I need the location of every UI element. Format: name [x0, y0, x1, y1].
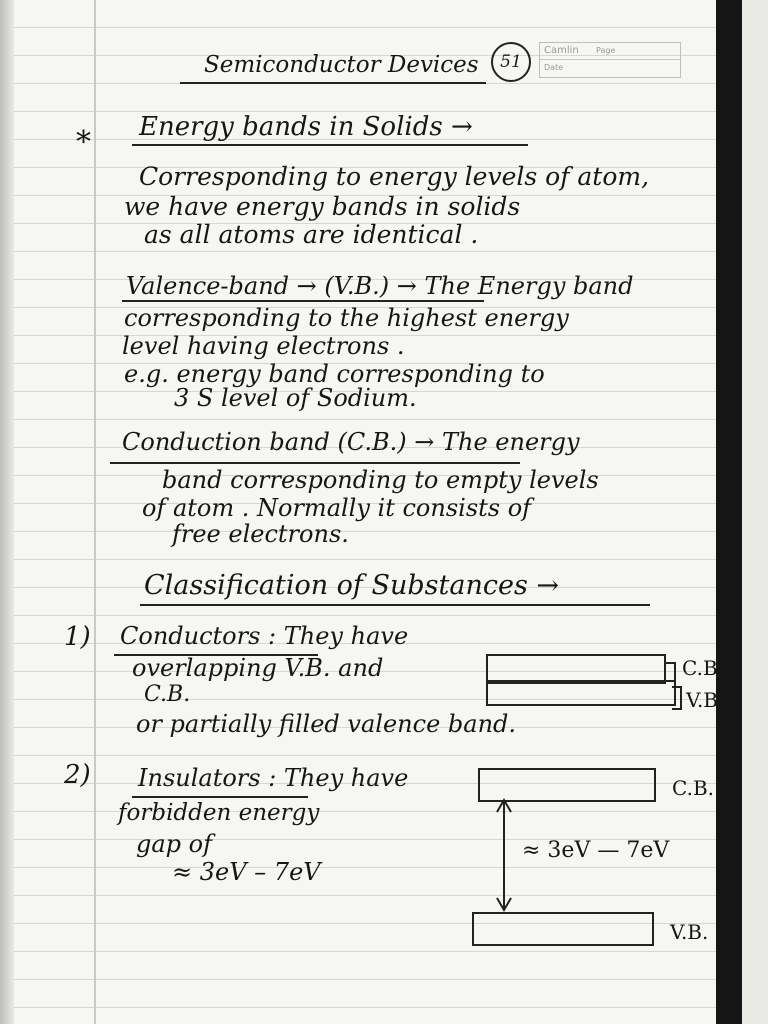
text-line: as all atoms are identical . — [144, 220, 479, 249]
conductor-cb-label: C.B — [682, 656, 718, 680]
text-line: or partially filled valence band. — [136, 710, 517, 738]
text-line: 3 S level of Sodium. — [174, 384, 417, 412]
text-line: band corresponding to empty levels — [162, 466, 599, 494]
text-line: we have energy bands in solids — [124, 192, 521, 221]
insulators-definition: Insulators : They have — [138, 764, 409, 792]
text-line: gap of — [136, 830, 212, 858]
page-title: Semiconductor Devices — [204, 52, 479, 78]
list-number: 1) — [64, 622, 91, 652]
conductor-vb-label: V.B. — [686, 688, 725, 712]
page-number: 51 — [491, 42, 531, 82]
text-line: of atom . Normally it consists of — [142, 494, 532, 522]
page-left-shadow — [0, 0, 14, 1024]
text-line: overlapping V.B. and — [132, 654, 384, 682]
text-line: level having electrons . — [122, 332, 405, 360]
list-number: 2) — [64, 760, 91, 790]
energy-gap-arrow-icon — [14, 0, 742, 1024]
text-line: corresponding to the highest energy — [124, 304, 569, 332]
valence-band-definition: Valence-band → (V.B.) → The Energy band — [126, 272, 634, 300]
stamp-page-label: Page — [596, 46, 616, 55]
section-heading-energy-bands: Energy bands in Solids → — [139, 112, 473, 142]
energy-gap-label: ≈ 3eV — 7eV — [522, 838, 670, 863]
conduction-band-definition: Conduction band (C.B.) → The energy — [122, 428, 580, 456]
insulator-cb-label: C.B. — [672, 776, 715, 800]
stamp-date-label: Date — [544, 63, 564, 72]
section-heading-classification: Classification of Substances → — [144, 570, 560, 601]
text-line: free electrons. — [172, 520, 349, 548]
text-line: e.g. energy band corresponding to — [124, 360, 545, 388]
star-bullet: * — [76, 125, 91, 160]
text-line: C.B. — [144, 682, 191, 707]
insulator-vb-label: V.B. — [670, 920, 709, 944]
conductors-definition: Conductors : They have — [120, 622, 409, 650]
notebook-page — [14, 0, 742, 1024]
text-line: ≈ 3eV – 7eV — [172, 858, 321, 886]
text-line: forbidden energy — [118, 800, 320, 826]
stamp-brand: Camlin — [544, 45, 579, 56]
text-line: Corresponding to energy levels of atom, — [139, 162, 650, 191]
